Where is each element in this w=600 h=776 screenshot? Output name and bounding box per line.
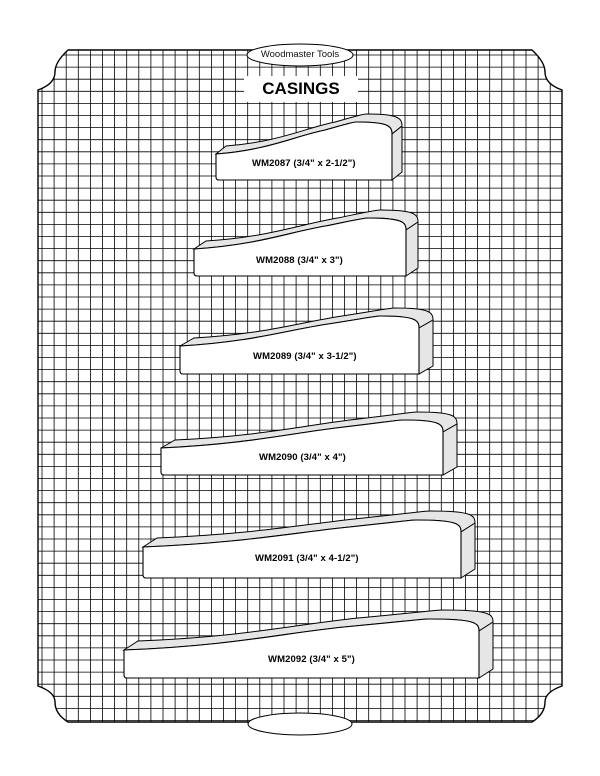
- product-label: WM2089 (3/4" x 3-1/2"): [253, 351, 357, 362]
- product-label: WM2092 (3/4" x 5"): [268, 654, 355, 665]
- footer-oval: [248, 713, 352, 735]
- casing-profile-end-face: [443, 424, 457, 475]
- brand-name: Woodmaster Tools: [260, 49, 340, 60]
- product-label: WM2090 (3/4" x 4"): [259, 452, 346, 463]
- casing-profile-end-face: [392, 126, 402, 180]
- casing-profile-end-face: [419, 320, 433, 374]
- casing-profile-end-face: [479, 622, 493, 678]
- casing-profile-end-face: [406, 222, 418, 276]
- product-label: WM2091 (3/4" x 4-1/2"): [255, 553, 359, 564]
- casing-profile-end-face: [461, 523, 475, 578]
- page-title: CASINGS: [244, 76, 358, 102]
- product-label: WM2088 (3/4" x 3"): [256, 255, 343, 266]
- product-label: WM2087 (3/4" x 2-1/2"): [252, 158, 356, 169]
